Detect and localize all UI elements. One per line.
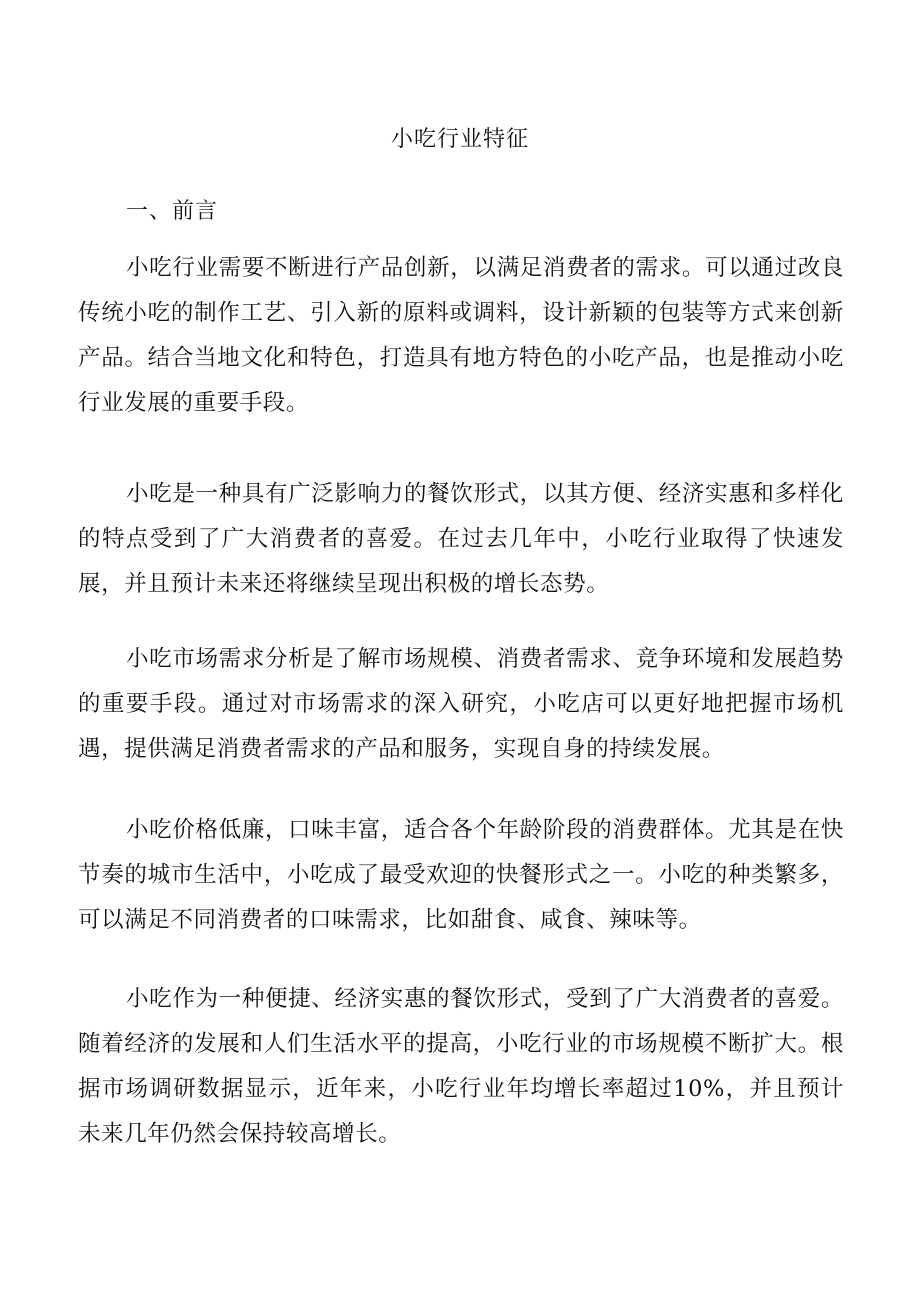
paragraph-5: 小吃作为一种便捷、经济实惠的餐饮形式，受到了广大消费者的喜爱。随着经济的发展和人们生活水平的提高，小吃行业的市场规模不断扩大。根据市场调研数据显示，近年来，小吃行业年均增长率超过10%，并且预计未来几年仍然会保持较高增长。: [78, 986, 844, 1147]
paragraph-4: 小吃价格低廉，口味丰富，适合各个年龄阶段的消费群体。尤其是在快节奏的城市生活中，小吃成了最受欢迎的快餐形式之一。小吃的种类繁多，可以满足不同消费者的口味需求，比如甜食、咸食、辣味等。: [78, 817, 844, 933]
document-title: 小吃行业特征: [390, 127, 529, 152]
section-heading: 一、前言: [126, 199, 219, 224]
paragraph-3: 小吃市场需求分析是了解市场规模、消费者需求、竞争环境和发展趋势的重要手段。通过对市场需求的深入研究，小吃店可以更好地把握市场机遇，提供满足消费者需求的产品和服务，实现自身的持续发展。: [78, 646, 844, 762]
paragraph-1: 小吃行业需要不断进行产品创新，以满足消费者的需求。可以通过改良传统小吃的制作工艺、引入新的原料或调料，设计新颖的包装等方式来创新产品。结合当地文化和特色，打造具有地方特色的小吃产品，也是推动小吃行业发展的重要手段。: [78, 255, 844, 416]
paragraph-2: 小吃是一种具有广泛影响力的餐饮形式，以其方便、经济实惠和多样化的特点受到了广大消费者的喜爱。在过去几年中，小吃行业取得了快速发展，并且预计未来还将继续呈现出积极的增长态势。: [78, 481, 844, 597]
